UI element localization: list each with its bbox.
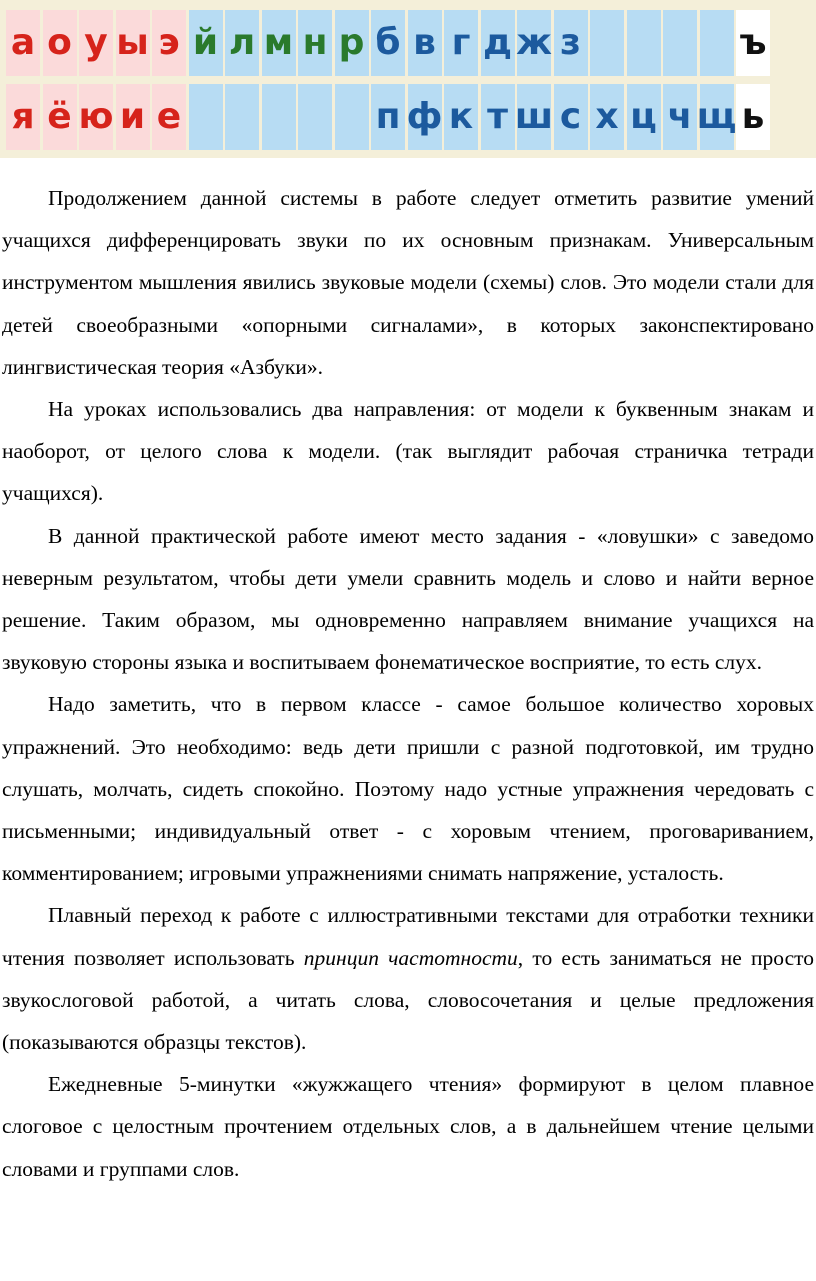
empty-cell xyxy=(189,84,223,150)
letter-cell: н xyxy=(298,10,332,76)
letter-cell: й xyxy=(189,10,223,76)
alphabet-row-2 xyxy=(6,84,814,150)
letter-cell: е xyxy=(152,84,186,150)
letter-cell: ь xyxy=(736,84,770,150)
letter-cell: а xyxy=(6,10,40,76)
paragraph-5-text-b: , то есть заниматься не просто звукослоговой работой, а читать слова, словосочетания и целые предложения (показываются образцы текстов). xyxy=(2,945,814,1055)
paragraph-4: Надо заметить, что в первом классе - самое большое количество хоровых упражнений. Это необходимо: ведь дети пришли с разной подготовкой, им трудно слушать, молчать, сидеть спокойно. Поэтому надо устные упражнения чередовать с письменными; индивидуальный ответ - с хоровым чтением, проговариванием, комментированием; игровыми упражнениями снимать напряжение, усталость. xyxy=(2,692,814,886)
letter-cell: я xyxy=(6,84,40,150)
paragraph-5-text-a: Плавный переход к работе с иллюстративными текстами для отработки техники чтения позволяет использовать xyxy=(2,903,814,970)
empty-cell xyxy=(298,84,332,150)
letter-cell: в xyxy=(408,10,442,76)
letter-cell: ф xyxy=(408,84,442,150)
letter-cell: ё xyxy=(43,84,77,150)
paragraph-5 xyxy=(2,894,814,1063)
letter-cell: т xyxy=(481,84,515,150)
letter-cell: о xyxy=(43,10,77,76)
empty-cell xyxy=(590,10,624,76)
paragraph-1: Продолжением данной системы в работе следует отметить развитие умений учащихся дифференцировать звуки по их основным признакам. Универсальным инструментом мышления явились звуковые модели (схемы) слов. Это модели стали для детей своеобразными «опорными сигналами», в которых законспектировано лингвистическая теория «Азбуки». xyxy=(2,186,814,379)
paragraph-6: Ежедневные 5-минутки «жужжащего чтения» формируют в целом плавное слоговое с целостным прочтением отдельных слов, а в дальнейшем чтение целыми словами и группами слов. xyxy=(2,1072,814,1181)
letter-cell: х xyxy=(590,84,624,150)
letter-cell: з xyxy=(554,10,588,76)
letter-cell: ъ xyxy=(736,10,770,76)
empty-cell xyxy=(663,10,697,76)
letter-cell: ы xyxy=(116,10,150,76)
letter-cell: б xyxy=(371,10,405,76)
alphabet-row-1 xyxy=(6,10,814,76)
letter-cell: п xyxy=(371,84,405,150)
letter-cell: л xyxy=(225,10,259,76)
alphabet-chart xyxy=(0,0,816,158)
empty-cell xyxy=(700,10,734,76)
empty-cell xyxy=(335,84,369,150)
document-body xyxy=(2,177,814,1190)
empty-cell xyxy=(225,84,259,150)
letter-cell: р xyxy=(335,10,369,76)
letter-cell: ж xyxy=(517,10,551,76)
paragraph-2: На уроках использовались два направления: от модели к буквенным знакам и наоборот, от целого слова к модели. (так выглядит рабочая страничка тетради учащихся). xyxy=(2,397,814,506)
empty-cell xyxy=(627,10,661,76)
letter-cell: к xyxy=(444,84,478,150)
letter-cell: с xyxy=(554,84,588,150)
letter-cell: ч xyxy=(663,84,697,150)
letter-cell: и xyxy=(116,84,150,150)
letter-cell: щ xyxy=(700,84,734,150)
letter-cell: у xyxy=(79,10,113,76)
letter-cell: ю xyxy=(79,84,113,150)
letter-cell: ш xyxy=(517,84,551,150)
letter-cell: г xyxy=(444,10,478,76)
letter-cell: д xyxy=(481,10,515,76)
paragraph-5-italic-term: принцип частотности xyxy=(303,945,518,970)
letter-cell: м xyxy=(262,10,296,76)
letter-cell: э xyxy=(152,10,186,76)
empty-cell xyxy=(262,84,296,150)
paragraph-3: В данной практической работе имеют место задания - «ловушки» с заведомо неверным результатом, чтобы дети умели сравнить модель и слово и найти верное решение. Таким образом, мы одновременно направляем внимание учащихся на звуковую стороны языка и воспитываем фонематическое восприятие, то есть слух. xyxy=(2,523,814,675)
letter-cell: ц xyxy=(627,84,661,150)
